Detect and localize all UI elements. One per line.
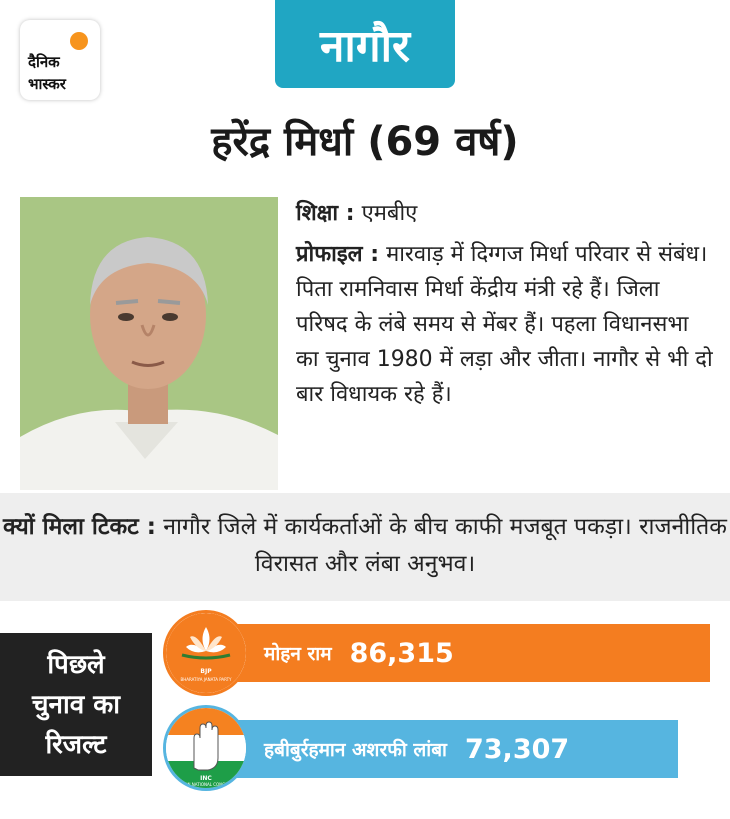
city-badge: नागौर xyxy=(275,0,455,88)
heading-line3: रिजल्ट xyxy=(45,730,107,760)
education-label: शिक्षा : xyxy=(296,201,355,226)
hand-illustration xyxy=(166,708,246,788)
candidate-info xyxy=(296,196,716,418)
bjp-lotus-icon xyxy=(163,610,249,696)
bjp-candidate: मोहन राम xyxy=(264,643,332,665)
profile-label: प्रोफाइल : xyxy=(296,242,380,267)
logo-line2: भास्कर xyxy=(28,75,66,93)
candidate-photo xyxy=(20,197,278,490)
portrait-illustration xyxy=(20,197,278,490)
inc-full-name: INDIAN NATIONAL CONGRESS xyxy=(176,782,236,787)
profile-row xyxy=(296,237,716,412)
bjp-full-name: BHARATIYA JANATA PARTY xyxy=(180,677,232,682)
sun-icon xyxy=(70,32,88,50)
profile-text: मारवाड़ में दिग्गज मिर्धा परिवार से संबंध। पिता रामनिवास मिर्धा केंद्रीय मंत्री रहे हैं। जिला परिषद के लंबे समय से मेंबर हैं। पहला विधानसभा का चुनाव 1980 में लड़ा और जीता। नागौर से भी दो बार विधायक रहे हैं। xyxy=(296,242,713,407)
inc-hand-icon xyxy=(163,705,249,791)
reason-label: क्यों मिला टिकट : xyxy=(3,514,156,540)
result-bar-inc xyxy=(190,720,678,778)
dainik-bhaskar-logo xyxy=(20,20,100,100)
previous-result-heading xyxy=(0,633,152,776)
inc-short-name: INC xyxy=(200,775,212,782)
bjp-short-name: BJP xyxy=(200,668,212,675)
inc-candidate: हबीबुर्रहमान अशरफी लांबा xyxy=(264,739,447,761)
candidate-name: हरेंद्र मिर्धा (69 वर्ष) xyxy=(211,119,519,165)
education-value: एमबीए xyxy=(361,201,418,226)
ticket-reason xyxy=(0,493,730,601)
lotus-illustration xyxy=(166,613,246,693)
result-bar-bjp xyxy=(190,624,710,682)
reason-text: नागौर जिले में कार्यकर्ताओं के बीच काफी मजबूत पकड़ा। राजनीतिक विरासत और लंबा अनुभव। xyxy=(163,514,727,577)
heading-line1: पिछले xyxy=(47,650,105,680)
heading-line2: चुनाव का xyxy=(32,690,120,720)
logo-line1: दैनिक xyxy=(28,53,60,71)
bjp-votes: 86,315 xyxy=(349,637,454,669)
inc-votes: 73,307 xyxy=(464,733,570,765)
education-row xyxy=(296,196,716,231)
